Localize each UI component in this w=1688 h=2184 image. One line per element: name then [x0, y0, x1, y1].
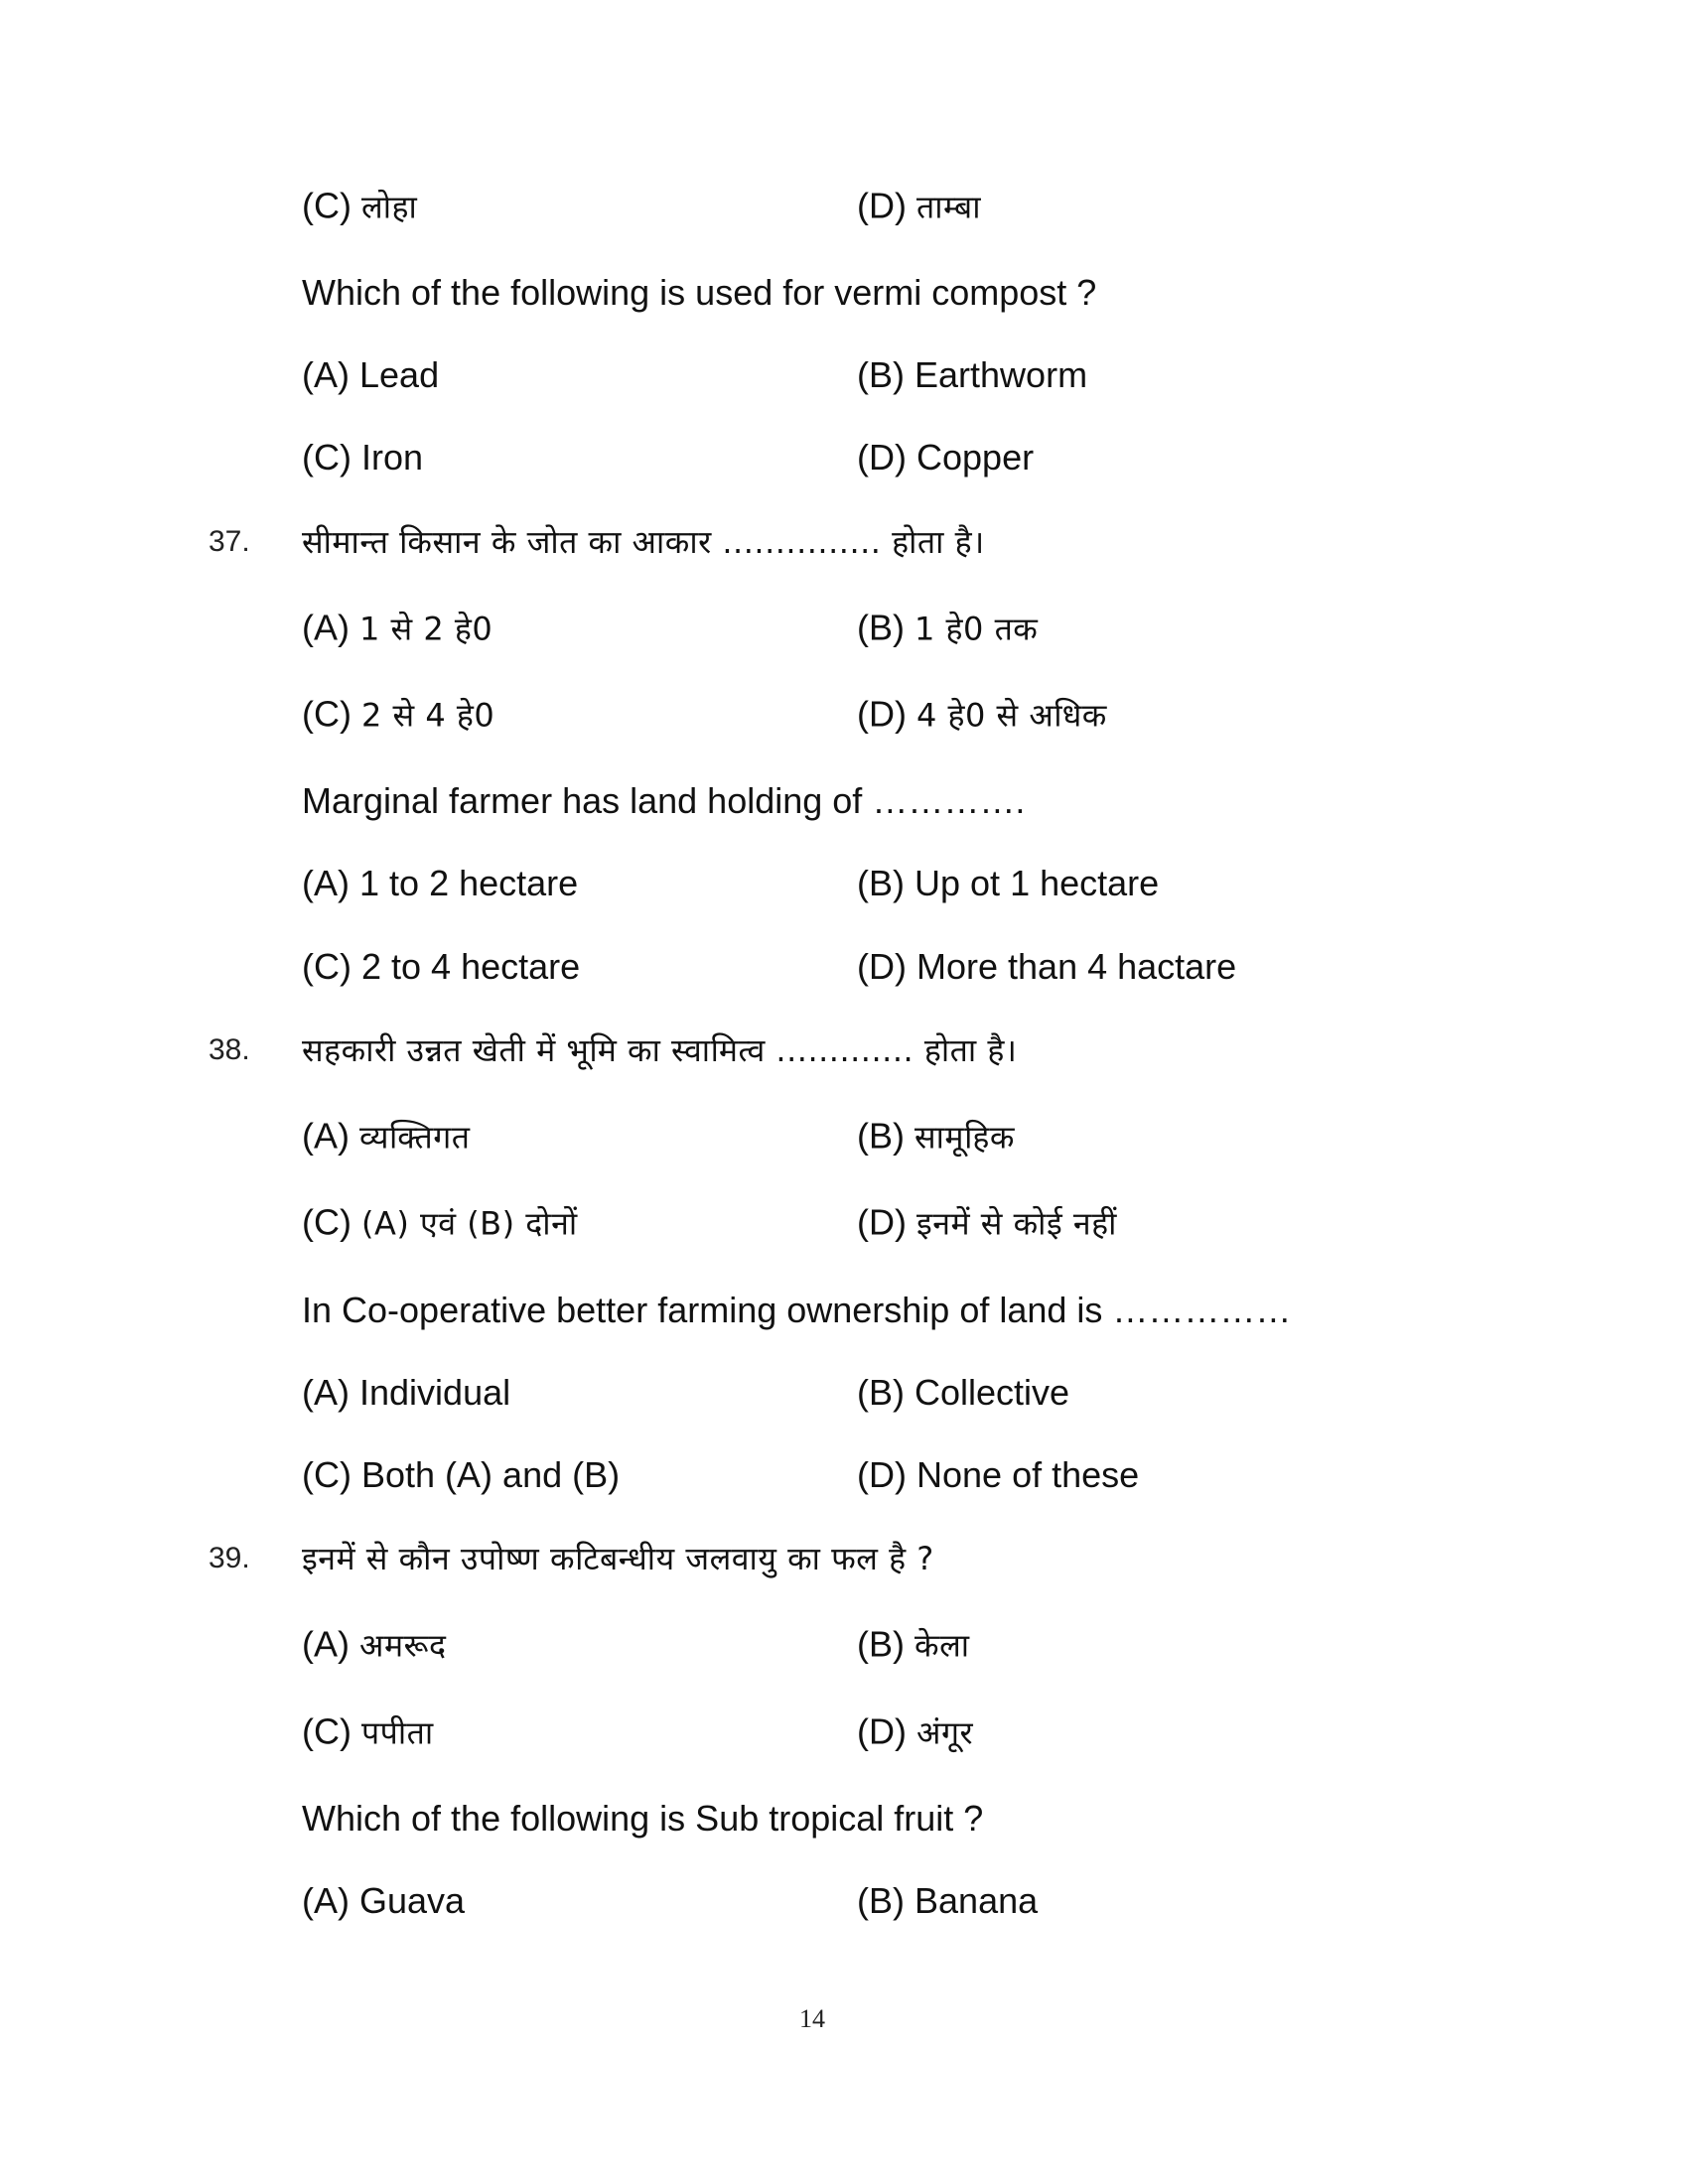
option-label: (C) [302, 693, 352, 735]
option-label: (C) [302, 1201, 352, 1243]
option-37-hi-c [302, 693, 494, 738]
option-39-hi-d [857, 1710, 973, 1755]
option-37-hi-b [857, 607, 1038, 651]
question-number: 38. [209, 1033, 250, 1066]
option-label: (C) [302, 437, 352, 478]
option-37-hi-a [302, 607, 492, 651]
question-39-hi: इनमें से कौन उपोष्ण कटिबन्धीय जलवायु का फल है ? [302, 1540, 934, 1577]
question-number: 37. [209, 525, 250, 558]
option-label: (B) [857, 607, 905, 648]
page-number: 14 [799, 2004, 825, 2033]
option-label: (B) [857, 1880, 905, 1921]
option-37-en-a [302, 862, 578, 905]
option-38-en-c [302, 1453, 620, 1497]
option-text: ताम्बा [916, 188, 981, 226]
option-37-en-c [302, 945, 580, 989]
option-36-en-c [302, 436, 423, 479]
option-text: अंगूर [916, 1713, 974, 1752]
option-label: (A) [302, 1115, 350, 1157]
option-text: लोहा [361, 188, 418, 226]
option-text: Earthworm [914, 354, 1088, 395]
option-label: (B) [857, 1623, 905, 1665]
option-38-en-b [857, 1371, 1069, 1415]
option-label: (A) [302, 863, 350, 903]
option-36-hi-c [302, 185, 417, 229]
option-text: 1 हे0 तक [914, 610, 1039, 648]
option-39-en-b [857, 1879, 1038, 1923]
option-38-hi-c [302, 1201, 578, 1246]
option-text: (A) एवं (B) दोनों [361, 1204, 578, 1243]
option-39-hi-c [302, 1710, 434, 1755]
option-label: (B) [857, 1115, 905, 1157]
option-label: (C) [302, 946, 352, 987]
option-38-en-a [302, 1371, 510, 1415]
option-text: None of these [916, 1454, 1140, 1495]
option-label: (A) [302, 1623, 350, 1665]
question-37-en: Marginal farmer has land holding of …………. [302, 780, 1026, 821]
option-39-en-a [302, 1879, 465, 1923]
option-label: (C) [302, 1454, 352, 1495]
option-label: (A) [302, 354, 350, 395]
option-label: (B) [857, 1372, 905, 1413]
option-38-hi-d [857, 1201, 1117, 1246]
question-37-hi: सीमान्त किसान के जोत का आकार ............... होता है। [302, 523, 985, 561]
option-text: व्यक्तिगत [359, 1118, 471, 1157]
option-label: (A) [302, 1880, 350, 1921]
option-38-hi-a [302, 1115, 470, 1160]
option-text: Up ot 1 hectare [914, 863, 1160, 903]
option-label: (D) [857, 1454, 907, 1495]
option-text: 2 से 4 हे0 [361, 696, 495, 735]
option-label: (A) [302, 1372, 350, 1413]
option-38-en-d [857, 1453, 1139, 1497]
option-text: Collective [914, 1372, 1070, 1413]
option-text: अमरूद [359, 1626, 447, 1665]
option-37-en-b [857, 862, 1159, 905]
option-text: Lead [359, 354, 440, 395]
option-text: 1 to 2 hectare [359, 863, 579, 903]
option-text: इनमें से कोई नहीं [916, 1204, 1117, 1243]
option-text: More than 4 hactare [916, 946, 1237, 987]
option-36-en-b [857, 353, 1087, 397]
option-text: 1 से 2 हे0 [359, 610, 493, 648]
option-text: पपीता [361, 1713, 434, 1752]
option-label: (D) [857, 1710, 907, 1752]
option-text: Iron [361, 437, 424, 478]
option-text: केला [914, 1626, 970, 1665]
option-38-hi-b [857, 1115, 1015, 1160]
option-39-hi-b [857, 1623, 970, 1668]
option-36-en-d [857, 436, 1034, 479]
option-36-en-a [302, 353, 439, 397]
question-36-en: Which of the following is used for vermi compost ? [302, 272, 1097, 313]
option-label: (B) [857, 354, 905, 395]
option-label: (B) [857, 863, 905, 903]
option-label: (A) [302, 607, 350, 648]
option-text: सामूहिक [914, 1118, 1015, 1157]
option-37-en-d [857, 945, 1236, 989]
option-text: Guava [359, 1880, 466, 1921]
question-38-hi: सहकारी उन्नत खेती में भूमि का स्वामित्व ............. होता है। [302, 1031, 1018, 1069]
option-39-hi-a [302, 1623, 446, 1668]
option-36-hi-d [857, 185, 981, 229]
option-label: (D) [857, 693, 907, 735]
option-label: (D) [857, 437, 907, 478]
question-number: 39. [209, 1542, 250, 1574]
option-label: (D) [857, 1201, 907, 1243]
option-label: (D) [857, 946, 907, 987]
option-text: Banana [914, 1880, 1039, 1921]
option-text: Copper [916, 437, 1035, 478]
option-text: 2 to 4 hectare [361, 946, 581, 987]
question-39-en: Which of the following is Sub tropical fruit ? [302, 1798, 984, 1839]
option-label: (C) [302, 1710, 352, 1752]
option-text: 4 हे0 से अधिक [916, 696, 1107, 735]
option-text: Individual [359, 1372, 511, 1413]
option-text: Both (A) and (B) [361, 1454, 621, 1495]
option-label: (D) [857, 185, 907, 226]
question-38-en: In Co-operative better farming ownership of land is …………… [302, 1290, 1292, 1330]
option-label: (C) [302, 185, 352, 226]
option-37-hi-d [857, 693, 1107, 738]
